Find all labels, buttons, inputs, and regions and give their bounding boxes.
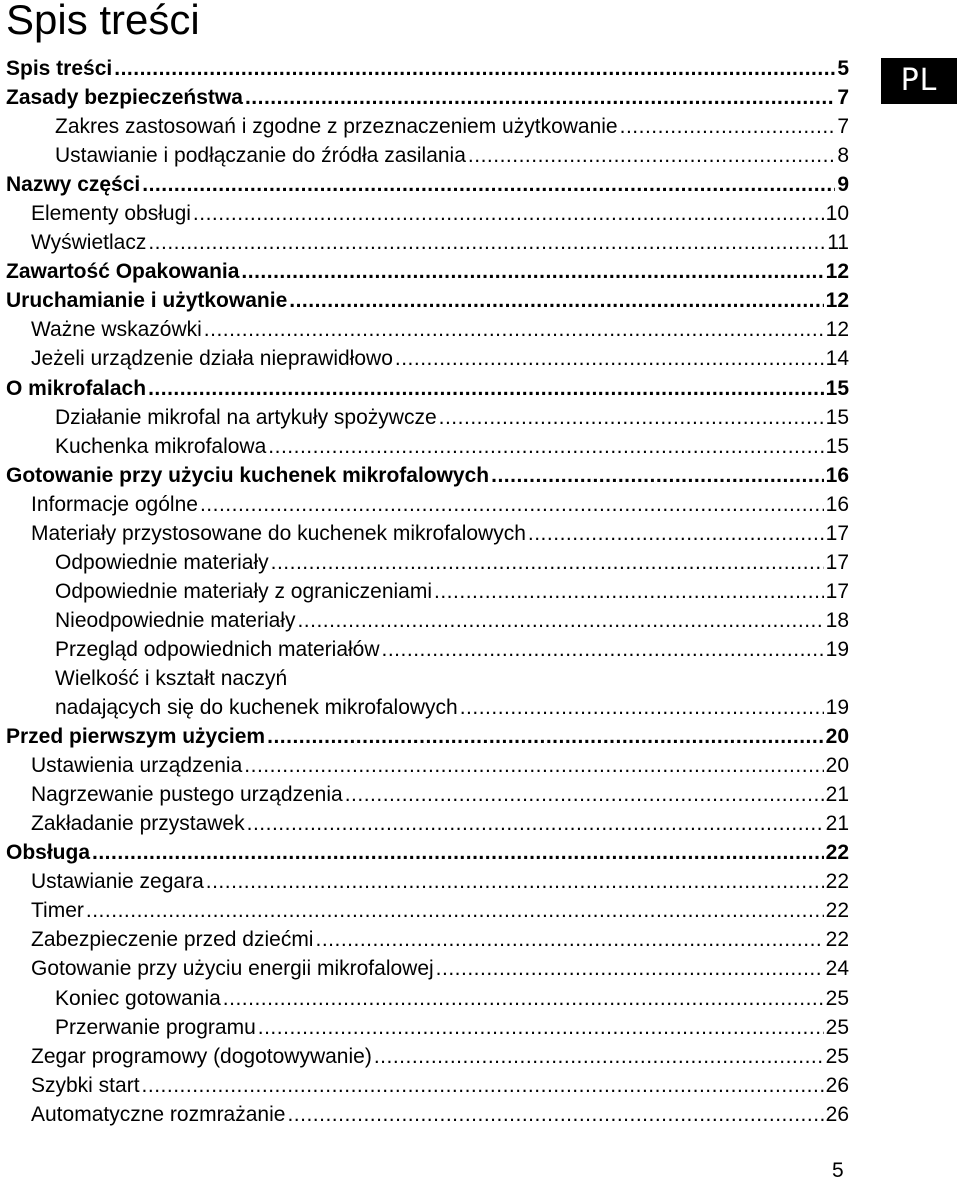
toc-entry-title: Materiały przystosowane do kuchenek mikrofalowych bbox=[31, 521, 526, 545]
dot-leader bbox=[200, 490, 824, 519]
toc-entry-title: O mikrofalach bbox=[6, 376, 147, 400]
toc-entry-title: Ważne wskazówki bbox=[31, 318, 202, 342]
toc-entry-title: Szybki start bbox=[31, 1073, 140, 1097]
toc-entry[interactable] bbox=[6, 548, 849, 577]
dot-leader bbox=[395, 344, 824, 373]
dot-leader bbox=[434, 577, 824, 606]
toc-entry[interactable] bbox=[6, 896, 849, 925]
toc-entry-title: Przed pierwszym użyciem bbox=[6, 725, 266, 749]
dot-leader bbox=[491, 461, 824, 490]
toc-entry[interactable] bbox=[6, 228, 849, 257]
toc-entry-page: 12 bbox=[825, 289, 849, 313]
dot-leader bbox=[258, 1013, 824, 1042]
language-badge: PL bbox=[881, 58, 957, 104]
toc-entry[interactable] bbox=[6, 54, 849, 83]
toc-entry-title: Obsługa bbox=[6, 841, 91, 865]
dot-leader bbox=[345, 780, 824, 809]
toc-entry-page: 22 bbox=[825, 870, 849, 894]
toc-entry-title: nadających się do kuchenek mikrofalowych bbox=[55, 696, 458, 720]
toc-entry-title: Automatyczne rozmrażanie bbox=[31, 1102, 286, 1126]
toc-entry-title: Wielkość i kształt naczyń bbox=[55, 666, 288, 690]
toc-entry[interactable] bbox=[6, 141, 849, 170]
toc-entry-page: 14 bbox=[825, 347, 849, 371]
toc-entry-page: 25 bbox=[825, 1044, 849, 1068]
dot-leader bbox=[439, 403, 824, 432]
page-number: 5 bbox=[832, 1159, 844, 1182]
dot-leader bbox=[206, 867, 824, 896]
toc-entry-page: 7 bbox=[837, 115, 849, 139]
toc-entry-page: 21 bbox=[825, 783, 849, 807]
toc-entry-page: 20 bbox=[825, 754, 849, 778]
toc-entry-title: Ustawienia urządzenia bbox=[31, 754, 243, 778]
dot-leader bbox=[86, 896, 824, 925]
dot-leader bbox=[287, 1100, 823, 1129]
toc-entry[interactable] bbox=[6, 374, 849, 403]
toc-entry-page: 26 bbox=[825, 1102, 849, 1126]
dot-leader bbox=[268, 432, 823, 461]
toc-entry-title: Uruchamianie i użytkowanie bbox=[6, 289, 288, 313]
dot-leader bbox=[142, 170, 835, 199]
toc-entry[interactable] bbox=[6, 286, 849, 315]
toc-entry[interactable] bbox=[6, 83, 849, 112]
toc-entry-title: Spis treści bbox=[6, 57, 113, 80]
toc-entry-page: 22 bbox=[825, 841, 849, 865]
toc-entry[interactable] bbox=[6, 170, 849, 199]
toc-entry[interactable] bbox=[6, 519, 849, 548]
dot-leader bbox=[148, 228, 825, 257]
toc-entry[interactable] bbox=[6, 984, 849, 1013]
toc-entry-title: Zawartość Opakowania bbox=[6, 260, 240, 284]
toc-entry[interactable] bbox=[6, 257, 849, 286]
toc-entry-page: 8 bbox=[837, 144, 849, 168]
toc-entry-page: 22 bbox=[825, 928, 849, 952]
toc-entry[interactable] bbox=[6, 1013, 849, 1042]
toc-entry-page: 17 bbox=[825, 579, 849, 603]
toc-entry-title: Zegar programowy (dogotowywanie) bbox=[31, 1044, 372, 1068]
dot-leader bbox=[297, 606, 823, 635]
toc-entry-page: 19 bbox=[825, 637, 849, 661]
toc-entry-page: 5 bbox=[837, 57, 849, 80]
dot-leader bbox=[204, 315, 824, 344]
toc-entry[interactable] bbox=[6, 1071, 849, 1100]
dot-leader bbox=[244, 751, 823, 780]
toc-entry[interactable] bbox=[6, 751, 849, 780]
toc-entry-page: 10 bbox=[825, 202, 849, 226]
toc-entry-title: Przerwanie programu bbox=[55, 1015, 256, 1039]
dot-leader bbox=[436, 954, 824, 983]
toc-entry-title: Informacje ogólne bbox=[31, 492, 198, 516]
toc-entry-title: Zabezpieczenie przed dziećmi bbox=[31, 928, 314, 952]
toc-entry-title: Zakładanie przystawek bbox=[31, 812, 245, 836]
toc-entry-title: Timer bbox=[31, 899, 84, 923]
toc-entry-title: Odpowiednie materiały z ograniczeniami bbox=[55, 579, 433, 603]
toc-entry-title: Zasady bezpieczeństwa bbox=[6, 86, 243, 110]
toc-entry-page: 9 bbox=[837, 173, 849, 197]
toc-entry[interactable] bbox=[6, 722, 849, 751]
toc-entry-title: Koniec gotowania bbox=[55, 986, 221, 1010]
toc-entry-page: 17 bbox=[825, 550, 849, 574]
toc-entry-title: Odpowiednie materiały bbox=[55, 550, 269, 574]
dot-leader bbox=[245, 83, 835, 112]
toc-entry-page: 21 bbox=[825, 812, 849, 836]
toc-entry[interactable] bbox=[6, 867, 849, 896]
toc-entry-title: Jeżeli urządzenie działa nieprawidłowo bbox=[31, 347, 393, 371]
toc-entry[interactable] bbox=[6, 664, 849, 693]
toc-entry-page: 20 bbox=[825, 725, 849, 749]
dot-leader bbox=[148, 374, 824, 403]
toc-entry-page: 15 bbox=[825, 434, 849, 458]
toc-entry-page: 15 bbox=[825, 376, 849, 400]
toc-entry[interactable] bbox=[6, 635, 849, 664]
dot-leader bbox=[223, 984, 824, 1013]
toc-entry[interactable] bbox=[6, 780, 849, 809]
toc-entry-page: 16 bbox=[825, 463, 849, 487]
dot-leader bbox=[620, 112, 836, 141]
toc-entry-page: 25 bbox=[825, 986, 849, 1010]
toc-entry[interactable] bbox=[6, 693, 849, 722]
toc-entry[interactable] bbox=[6, 490, 849, 519]
toc-entry-title: Gotowanie przy użyciu energii mikrofalowej bbox=[31, 957, 434, 981]
toc-entry-title: Wyświetlacz bbox=[31, 231, 147, 255]
dot-leader bbox=[460, 693, 824, 722]
toc-entry-page: 25 bbox=[825, 1015, 849, 1039]
toc-entry-page: 15 bbox=[825, 405, 849, 429]
dot-leader bbox=[289, 286, 823, 315]
dot-leader bbox=[92, 838, 824, 867]
toc-entry-page: 12 bbox=[825, 318, 849, 342]
dot-leader bbox=[142, 1071, 824, 1100]
toc-entry-title: Przegląd odpowiednich materiałów bbox=[55, 637, 380, 661]
toc-entry-page: 17 bbox=[825, 521, 849, 545]
toc-entry-page: 11 bbox=[827, 231, 849, 255]
dot-leader bbox=[271, 548, 824, 577]
page-title: Spis treści bbox=[6, 0, 200, 43]
toc-entry-page: 7 bbox=[837, 86, 849, 110]
toc-entry[interactable] bbox=[6, 315, 849, 344]
dot-leader bbox=[382, 635, 824, 664]
toc-entry-title: Ustawianie i podłączanie do źródła zasilania bbox=[55, 144, 466, 168]
dot-leader bbox=[247, 809, 824, 838]
toc-entry[interactable] bbox=[6, 1042, 849, 1071]
toc-entry-title: Zakres zastosowań i zgodne z przeznaczeniem użytkowanie bbox=[55, 115, 618, 139]
toc-entry-page: 19 bbox=[825, 696, 849, 720]
dot-leader bbox=[468, 141, 835, 170]
toc-entry-title: Nazwy części bbox=[6, 173, 141, 197]
toc-entry[interactable] bbox=[6, 344, 849, 373]
toc-entry[interactable] bbox=[6, 1100, 849, 1129]
toc-entry[interactable] bbox=[6, 925, 849, 954]
toc-entry-title: Gotowanie przy użyciu kuchenek mikrofalowych bbox=[6, 463, 490, 487]
toc-entry[interactable] bbox=[6, 606, 849, 635]
table-of-contents bbox=[6, 54, 849, 1129]
toc-entry[interactable] bbox=[6, 403, 849, 432]
toc-entry-title: Działanie mikrofal na artykuły spożywcze bbox=[55, 405, 437, 429]
toc-entry-page: 16 bbox=[825, 492, 849, 516]
dot-leader bbox=[267, 722, 824, 751]
dot-leader bbox=[315, 925, 823, 954]
dot-leader bbox=[374, 1042, 824, 1071]
toc-entry-title: Elementy obsługi bbox=[31, 202, 191, 226]
toc-entry[interactable] bbox=[6, 954, 849, 983]
dot-leader bbox=[528, 519, 824, 548]
toc-entry-page: 26 bbox=[825, 1073, 849, 1097]
toc-entry-title: Nieodpowiednie materiały bbox=[55, 608, 296, 632]
toc-entry[interactable] bbox=[6, 199, 849, 228]
toc-entry-page: 18 bbox=[825, 608, 849, 632]
toc-entry[interactable] bbox=[6, 461, 849, 490]
toc-entry-title: Kuchenka mikrofalowa bbox=[55, 434, 267, 458]
toc-entry[interactable] bbox=[6, 577, 849, 606]
toc-entry[interactable] bbox=[6, 112, 849, 141]
toc-entry[interactable] bbox=[6, 809, 849, 838]
dot-leader bbox=[193, 199, 824, 228]
toc-entry-title: Nagrzewanie pustego urządzenia bbox=[31, 783, 343, 807]
toc-entry-page: 24 bbox=[825, 957, 849, 981]
toc-entry[interactable] bbox=[6, 432, 849, 461]
toc-entry-page: 12 bbox=[825, 260, 849, 284]
toc-entry[interactable] bbox=[6, 838, 849, 867]
toc-entry-page: 22 bbox=[825, 899, 849, 923]
dot-leader bbox=[114, 54, 835, 83]
toc-entry-title: Ustawianie zegara bbox=[31, 870, 204, 894]
dot-leader bbox=[241, 257, 823, 286]
